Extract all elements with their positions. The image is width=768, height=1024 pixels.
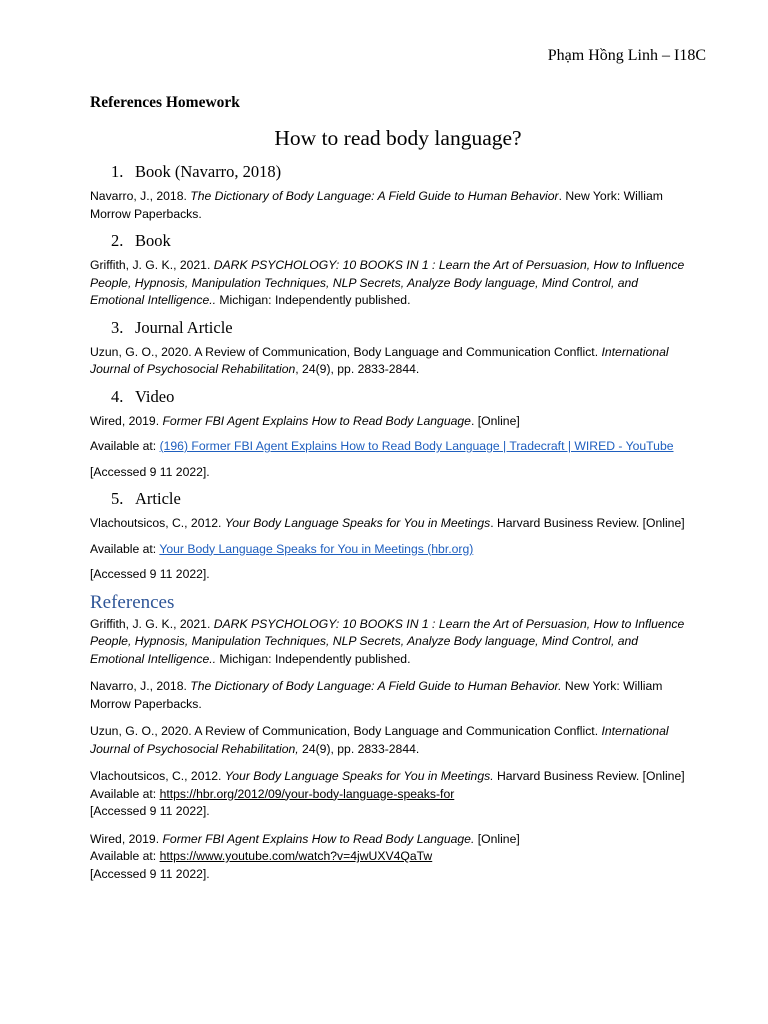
reference-entry [90, 831, 695, 884]
youtube-url-link[interactable]: https://www.youtube.com/watch?v=4jwUXV4QaTw [159, 849, 433, 863]
section-2 [90, 231, 695, 310]
citation-author: Navarro, J., 2018. [90, 189, 191, 203]
reference-author: Wired, 2019. [90, 831, 163, 846]
author-name: Phạm Hồng Linh – I18C [547, 47, 706, 64]
section-number: 5. [111, 489, 124, 508]
reference-line [90, 768, 695, 786]
reference-title: Former FBI Agent Explains How to Read Body Language. [162, 831, 475, 846]
citation-title: The Dictionary of Body Language: A Field Guide to Human Behavior [190, 189, 559, 203]
hbr-article-link[interactable]: Your Body Language Speaks for You in Meetings (hbr.org) [159, 541, 474, 556]
reference-entry [90, 678, 695, 713]
section-heading [111, 489, 695, 509]
citation-author: Uzun, G. O., 2020. A Review of Communication, Body Language and Communication Conflict. [90, 344, 602, 359]
hbr-url-link[interactable]: https://hbr.org/2012/09/your-body-language-speaks-for [159, 786, 455, 801]
citation-title: Your Body Language Speaks for You in Meetings [224, 516, 491, 530]
section-5 [90, 489, 695, 584]
available-label: Available at: [90, 786, 160, 801]
reference-title: The Dictionary of Body Language: A Field Guide to Human Behavior. [190, 679, 562, 693]
document-body [90, 158, 695, 893]
citation-title: DARK PSYCHOLOGY: 10 BOOKS IN 1 : Learn the Art of Persuasion, How to Influence People, Hypnosis, Manipulation Techniques, NLP Secrets, Analyze Body language, Mind Control, and Emotional Intelligence.. [90, 258, 685, 307]
reference-line [90, 786, 695, 804]
section-title: Article [135, 489, 181, 508]
references-heading: References [90, 591, 175, 613]
citation [90, 413, 695, 431]
citation-journal: International Journal of Psychosocial Rehabilitation [90, 344, 669, 376]
section-number: 4. [111, 386, 124, 406]
section-4 [90, 387, 695, 482]
citation-publisher: . New York: William Morrow Paperbacks. [90, 189, 663, 221]
citation-volume: , 24(9), pp. 2833-2844. [295, 362, 420, 376]
section-title: Video [135, 386, 175, 406]
reference-author: Griffith, J. G. K., 2021. [90, 616, 214, 631]
reference-publisher: Harvard Business Review. [Online] [493, 769, 685, 783]
reference-author: Vlachoutsicos, C., 2012. [90, 769, 225, 783]
reference-accessed: [Accessed 9 11 2022]. [90, 804, 210, 818]
citation [90, 515, 695, 533]
references-section [90, 592, 695, 884]
citation-author: Wired, 2019. [90, 413, 163, 428]
reference-author: Uzun, G. O., 2020. A Review of Communication, Body Language and Communication Conflict. [90, 724, 602, 738]
reference-title: DARK PSYCHOLOGY: 10 BOOKS IN 1 : Learn the Art of Persuasion, How to Influence People, Hypnosis, Manipulation Techniques, NLP Secrets, Analyze Body language, Mind Control, and Emotional Intelligence.. [90, 616, 685, 666]
reference-entry [90, 723, 695, 758]
citation-title: Former FBI Agent Explains How to Read Body Language [162, 413, 471, 428]
citation-accessed: [Accessed 9 11 2022]. [90, 567, 210, 581]
section-heading [111, 387, 695, 407]
reference-author: Navarro, J., 2018. [90, 679, 191, 693]
section-title: Book (Navarro, 2018) [135, 162, 282, 181]
reference-line [90, 831, 695, 849]
citation-author: Vlachoutsicos, C., 2012. [90, 516, 225, 530]
citation [90, 344, 695, 379]
available-label: Available at: [90, 439, 160, 453]
reference-format: [Online] [474, 831, 520, 846]
youtube-video-link[interactable]: (196) Former FBI Agent Explains How to Read Body Language | Tradecraft | WIRED - YouTube [159, 439, 674, 453]
section-title: Book [135, 231, 171, 250]
section-number: 3. [111, 317, 124, 337]
section-heading [111, 231, 695, 251]
section-heading [111, 162, 695, 182]
homework-title: References Homework [90, 94, 240, 111]
citation-availability [90, 438, 695, 456]
reference-title: Your Body Language Speaks for You in Meetings. [224, 769, 494, 783]
section-number: 2. [111, 231, 124, 250]
citation-author: Griffith, J. G. K., 2021. [90, 258, 214, 272]
citation [90, 188, 695, 223]
section-number: 1. [111, 162, 124, 181]
reference-journal: International Journal of Psychosocial Rehabilitation, [90, 724, 669, 756]
section-title: Journal Article [135, 317, 233, 337]
available-label: Available at: [90, 541, 160, 556]
section-1 [90, 162, 695, 223]
citation-format: . [Online] [470, 413, 520, 428]
section-3 [90, 318, 695, 379]
reference-entry [90, 768, 695, 821]
reference-publisher: New York: William Morrow Paperbacks. [90, 679, 663, 711]
citation [90, 257, 695, 310]
reference-accessed: [Accessed 9 11 2022]. [90, 866, 210, 881]
citation-availability [90, 541, 695, 559]
available-label: Available at: [90, 849, 160, 863]
section-heading [111, 318, 695, 338]
citation-publisher: Michigan: Independently published. [216, 293, 411, 307]
reference-publisher: Michigan: Independently published. [216, 651, 411, 666]
reference-volume: 24(9), pp. 2833-2844. [298, 741, 420, 756]
page-title: How to read body language? [274, 126, 522, 150]
reference-entry [90, 616, 695, 669]
citation-publisher: . Harvard Business Review. [Online] [490, 516, 685, 530]
reference-line [90, 848, 695, 866]
citation-accessed: [Accessed 9 11 2022]. [90, 464, 210, 479]
